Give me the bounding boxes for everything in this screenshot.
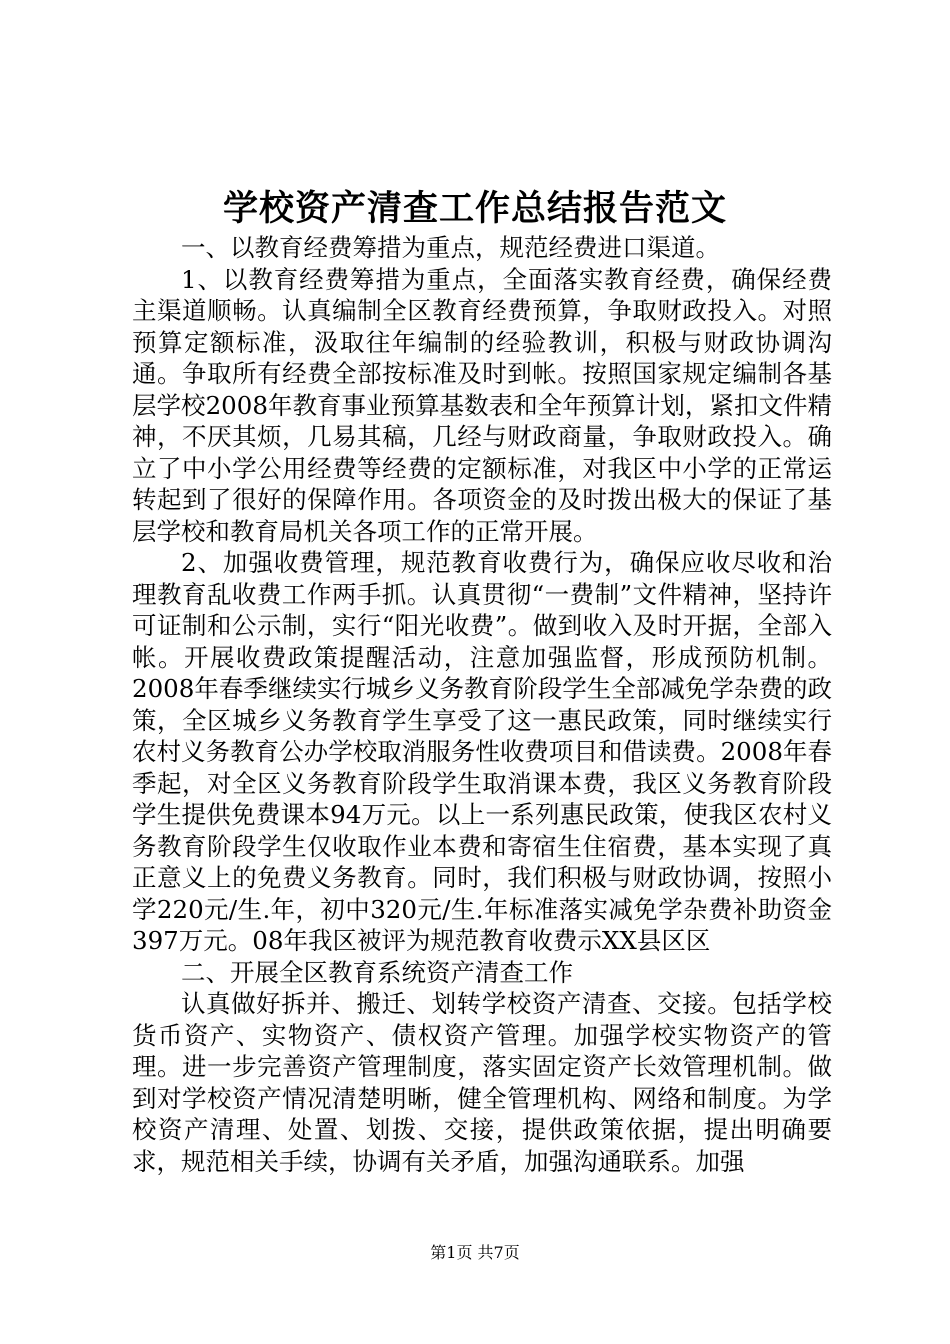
section-heading-2: 二、开展全区教育系统资产清查工作	[181, 957, 573, 987]
section-heading-1: 一、以教育经费筹措为重点，规范经费进口渠道。	[181, 233, 720, 262]
paragraph-funding: 1、以教育经费筹措为重点，全面落实教育经费，确保经费主渠道顺畅。认真编制全区教育经费预算，争取财政投入。对照预算定额标准，汲取往年编制的经验教训，积极与财政协调沟通。争取所有经费全部按标准及时到帐。按照国家规定编制各基层学校2008年教育事业预算基数表和全年预算计划，紧扣文件精神，不厌其烦，几易其稿，几经与财政商量，争取财政投入。确立了中小学公用经费等经费的定额标准，对我区中小学的正常运转起到了很好的保障作用。各项资金的及时拨出极大的保证了基层学校和教育局机关各项工作的正常开展。	[132, 264, 832, 546]
document-title: 学校资产清查工作总结报告范文	[222, 188, 727, 229]
paragraph-fees: 2、加强收费管理，规范教育收费行为，确保应收尽收和治理教育乱收费工作两手抓。认真贯彻“一费制”文件精神，坚持许可证制和公示制，实行“阳光收费”。做到收入及时开据，全部入帐。开展收费政策提醒活动，注意加强监督，形成预防机制。2008年春季继续实行城乡义务教育阶段学生全部减免学杂费的政策，全区城乡义务教育学生享受了这一惠民政策，同时继续实行农村义务教育公办学校取消服务性收费项目和借读费。2008年春季起，对全区义务教育阶段学生取消课本费，我区义务教育阶段学生提供免费课本94万元。以上一系列惠民政策，使我区农村义务教育阶段学生仅收取作业本费和寄宿生住宿费，基本实现了真正意义上的免费义务教育。同时，我们积极与财政协调，按照小学220元/生.年，初中320元/生.年标准落实减免学杂费补助资金397万元。08年我区被评为规范教育收费示XX县区区	[132, 548, 832, 955]
paragraph-assets: 认真做好拆并、搬迁、划转学校资产清查、交接。包括学校货币资产、实物资产、债权资产管理。加强学校实物资产的管理。进一步完善资产管理制度，落实固定资产长效管理机制。做到对学校资产情况清楚明晰，健全管理机构、网络和制度。为学校资产清理、处置、划拨、交接，提供政策依据，提出明确要求，规范相关手续，协调有关矛盾，加强沟通联系。加强	[132, 989, 832, 1176]
page-number-footer: 第1页 共7页	[430, 1243, 520, 1262]
document-body	[132, 232, 832, 1177]
